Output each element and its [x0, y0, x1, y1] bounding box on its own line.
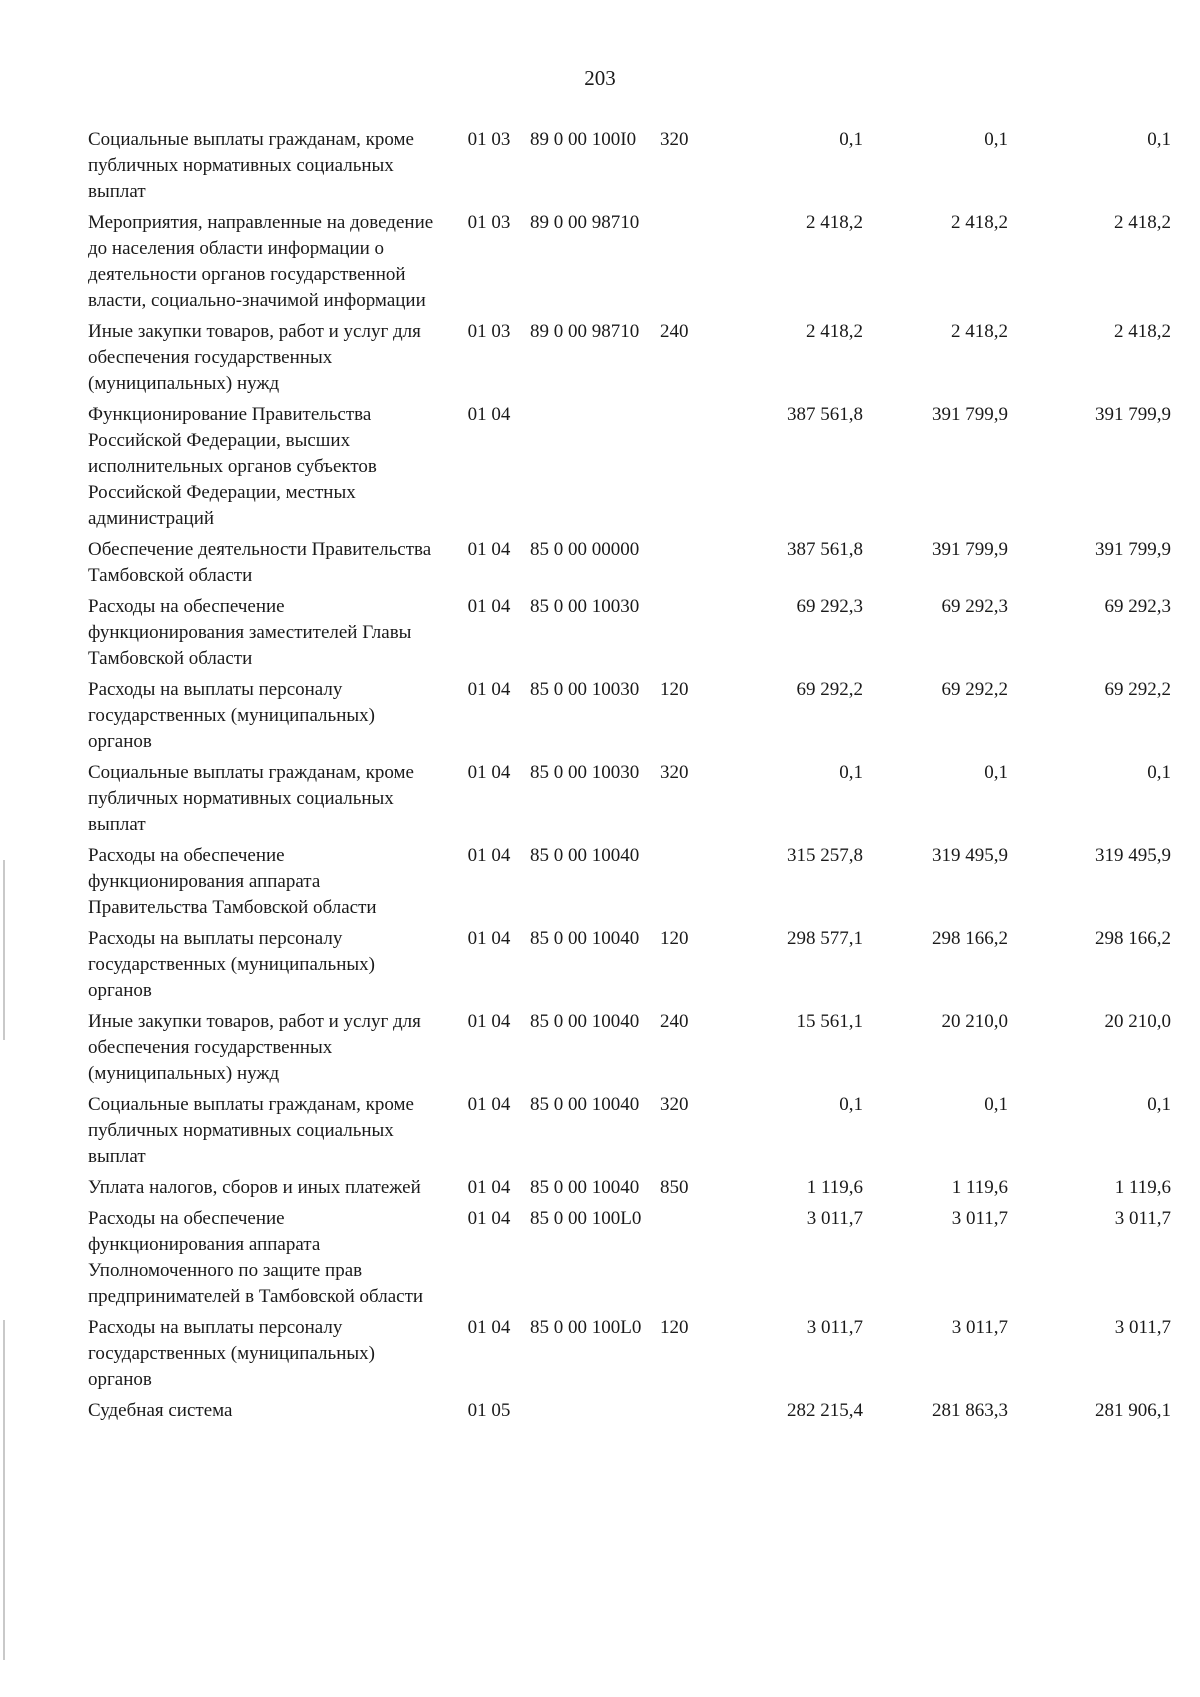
- amount-year-1: 3 011,7: [806, 1317, 863, 1338]
- item-name: Расходы на выплаты персоналу государственных (муниципальных) органов: [88, 928, 375, 1001]
- expense-type-code: 120: [660, 928, 689, 949]
- amount-year-1: 387 561,8: [787, 404, 863, 425]
- section-code: 01 03: [467, 129, 511, 150]
- amount-year-3: 1 119,6: [1114, 1177, 1171, 1198]
- amount-year-1: 3 011,7: [806, 1208, 863, 1229]
- amount-year-1: 1 119,6: [806, 1177, 863, 1198]
- amount-year-2: 281 863,3: [932, 1400, 1008, 1421]
- section-code: 01 04: [467, 1317, 511, 1338]
- item-name: Расходы на выплаты персоналу государственных (муниципальных) органов: [88, 1317, 375, 1390]
- item-name: Функционирование Правительства Российской Федерации, высших исполнительных органов субъектов Российской Федерации, местных администраций: [88, 404, 377, 529]
- section-code: 01 04: [467, 762, 511, 783]
- target-article-code: 85 0 00 10030: [530, 762, 640, 783]
- amount-year-2: 391 799,9: [932, 404, 1008, 425]
- item-name: Мероприятия, направленные на доведение до населения области информации о деятельности органов государственной власти, социально-значимой информации: [88, 212, 434, 311]
- amount-year-1: 15 561,1: [796, 1011, 863, 1032]
- target-article-code: [530, 1398, 660, 1429]
- amount-year-3: 319 495,9: [1095, 845, 1171, 866]
- amount-year-1: 2 418,2: [806, 212, 863, 233]
- amount-year-3: 391 799,9: [1095, 539, 1171, 560]
- amount-year-2: 319 495,9: [932, 845, 1008, 866]
- item-name: Уплата налогов, сборов и иных платежей: [88, 1177, 421, 1198]
- amount-year-3: 2 418,2: [1114, 321, 1171, 342]
- amount-year-3: 69 292,3: [1104, 596, 1171, 617]
- item-name: Судебная система: [88, 1400, 233, 1421]
- amount-year-3: 3 011,7: [1114, 1317, 1171, 1338]
- section-code: 01 04: [467, 1094, 511, 1115]
- page-number: 203: [584, 66, 616, 90]
- scan-edge-mark: [3, 1320, 5, 1660]
- item-name: Расходы на обеспечение функционирования заместителей Главы Тамбовской области: [88, 596, 412, 669]
- amount-year-2: 2 418,2: [951, 212, 1008, 233]
- target-article-code: 85 0 00 00000: [530, 539, 640, 560]
- target-article-code: 89 0 00 100I0: [530, 129, 637, 150]
- table-row: [88, 127, 1173, 210]
- table-row: [88, 843, 1173, 926]
- target-article-code: 89 0 00 98710: [530, 212, 640, 233]
- item-name: Иные закупки товаров, работ и услуг для обеспечения государственных (муниципальных) нужд: [88, 321, 421, 394]
- section-code: 01 04: [467, 539, 511, 560]
- item-name: Обеспечение деятельности Правительства Тамбовской области: [88, 539, 432, 586]
- amount-year-1: 0,1: [839, 129, 863, 150]
- amount-year-3: 391 799,9: [1095, 404, 1171, 425]
- table-row: [88, 537, 1173, 594]
- expense-type-code: 240: [660, 321, 689, 342]
- amount-year-2: 3 011,7: [951, 1208, 1008, 1229]
- amount-year-2: 20 210,0: [941, 1011, 1008, 1032]
- table-row: [88, 760, 1173, 843]
- amount-year-2: 1 119,6: [951, 1177, 1008, 1198]
- amount-year-1: 0,1: [839, 762, 863, 783]
- amount-year-3: 298 166,2: [1095, 928, 1171, 949]
- target-article-code: 85 0 00 10040: [530, 1177, 640, 1198]
- amount-year-2: 0,1: [984, 762, 1008, 783]
- table-row: [88, 1175, 1173, 1206]
- amount-year-1: 315 257,8: [787, 845, 863, 866]
- amount-year-3: 69 292,2: [1104, 679, 1171, 700]
- table-row: [88, 1092, 1173, 1175]
- section-code: 01 04: [467, 404, 511, 425]
- table-row: [88, 1009, 1173, 1092]
- amount-year-1: 282 215,4: [787, 1400, 863, 1421]
- section-code: 01 04: [467, 1011, 511, 1032]
- expense-type-code: [660, 210, 715, 319]
- expense-type-code: [660, 594, 715, 677]
- amount-year-3: 0,1: [1147, 1094, 1171, 1115]
- section-code: 01 04: [467, 845, 511, 866]
- item-name: Расходы на обеспечение функционирования аппарата Уполномоченного по защите прав предпринимателей в Тамбовской области: [88, 1208, 424, 1307]
- amount-year-1: 0,1: [839, 1094, 863, 1115]
- item-name: Социальные выплаты гражданам, кроме публичных нормативных социальных выплат: [88, 129, 414, 202]
- table-row: [88, 402, 1173, 537]
- item-name: Расходы на обеспечение функционирования аппарата Правительства Тамбовской области: [88, 845, 377, 918]
- expense-type-code: [660, 537, 715, 594]
- amount-year-1: 69 292,3: [796, 596, 863, 617]
- amount-year-2: 2 418,2: [951, 321, 1008, 342]
- expense-type-code: 120: [660, 679, 689, 700]
- amount-year-2: 0,1: [984, 129, 1008, 150]
- amount-year-3: 0,1: [1147, 762, 1171, 783]
- expense-type-code: [660, 843, 715, 926]
- table-row: [88, 1315, 1173, 1398]
- amount-year-1: 2 418,2: [806, 321, 863, 342]
- expense-type-code: 240: [660, 1011, 689, 1032]
- section-code: 01 04: [467, 679, 511, 700]
- section-code: 01 04: [467, 1177, 511, 1198]
- amount-year-2: 69 292,3: [941, 596, 1008, 617]
- item-name: Расходы на выплаты персоналу государственных (муниципальных) органов: [88, 679, 375, 752]
- table-row: [88, 210, 1173, 319]
- item-name: Социальные выплаты гражданам, кроме публичных нормативных социальных выплат: [88, 1094, 414, 1167]
- target-article-code: 85 0 00 10040: [530, 1094, 640, 1115]
- table-row: [88, 926, 1173, 1009]
- target-article-code: 85 0 00 10040: [530, 928, 640, 949]
- item-name: Иные закупки товаров, работ и услуг для обеспечения государственных (муниципальных) нужд: [88, 1011, 421, 1084]
- section-code: 01 03: [467, 321, 511, 342]
- target-article-code: 85 0 00 100L0: [530, 1208, 642, 1229]
- expense-type-code: [660, 1398, 715, 1429]
- expense-type-code: 320: [660, 762, 689, 783]
- amount-year-1: 69 292,2: [796, 679, 863, 700]
- expense-type-code: 850: [660, 1177, 689, 1198]
- amount-year-2: 391 799,9: [932, 539, 1008, 560]
- amount-year-1: 298 577,1: [787, 928, 863, 949]
- expense-type-code: 320: [660, 1094, 689, 1115]
- amount-year-3: 3 011,7: [1114, 1208, 1171, 1229]
- table-body: [88, 127, 1173, 1429]
- scan-edge-mark: [3, 860, 5, 1040]
- target-article-code: [530, 402, 660, 537]
- section-code: 01 05: [467, 1400, 511, 1421]
- target-article-code: 85 0 00 10040: [530, 1011, 640, 1032]
- target-article-code: 85 0 00 10040: [530, 845, 640, 866]
- table-row: [88, 1206, 1173, 1315]
- target-article-code: 85 0 00 100L0: [530, 1317, 642, 1338]
- expense-type-code: [660, 1206, 715, 1315]
- amount-year-3: 281 906,1: [1095, 1400, 1171, 1421]
- section-code: 01 04: [467, 928, 511, 949]
- table-row: [88, 677, 1173, 760]
- target-article-code: 85 0 00 10030: [530, 679, 640, 700]
- table-row: [88, 594, 1173, 677]
- amount-year-3: 2 418,2: [1114, 212, 1171, 233]
- amount-year-2: 69 292,2: [941, 679, 1008, 700]
- section-code: 01 03: [467, 212, 511, 233]
- amount-year-1: 387 561,8: [787, 539, 863, 560]
- amount-year-2: 0,1: [984, 1094, 1008, 1115]
- expense-type-code: [660, 402, 715, 537]
- budget-table: [88, 127, 1173, 1429]
- table-row: [88, 1398, 1173, 1429]
- amount-year-3: 20 210,0: [1104, 1011, 1171, 1032]
- amount-year-2: 3 011,7: [951, 1317, 1008, 1338]
- amount-year-2: 298 166,2: [932, 928, 1008, 949]
- item-name: Социальные выплаты гражданам, кроме публичных нормативных социальных выплат: [88, 762, 414, 835]
- target-article-code: 89 0 00 98710: [530, 321, 640, 342]
- section-code: 01 04: [467, 596, 511, 617]
- expense-type-code: 120: [660, 1317, 689, 1338]
- target-article-code: 85 0 00 10030: [530, 596, 640, 617]
- table-row: [88, 319, 1173, 402]
- amount-year-3: 0,1: [1147, 129, 1171, 150]
- section-code: 01 04: [467, 1208, 511, 1229]
- expense-type-code: 320: [660, 129, 689, 150]
